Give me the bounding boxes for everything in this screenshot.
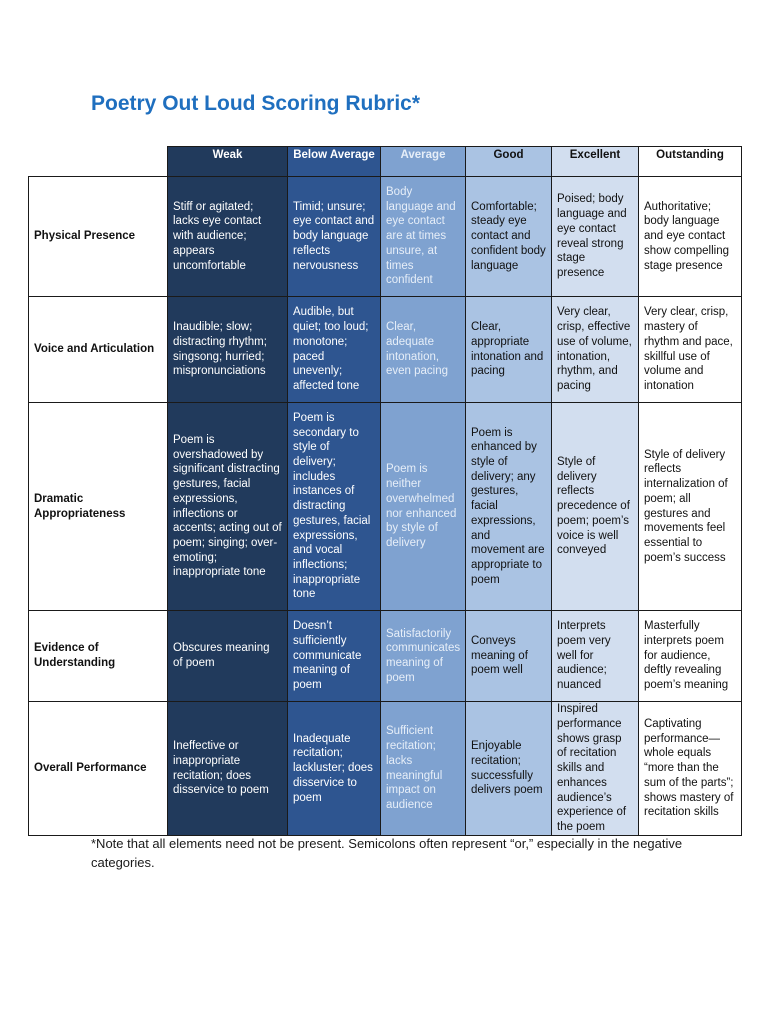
cell-outstanding: Style of delivery reflects internalization of poem; all gestures and movements feel essential to poem’s success [639, 403, 742, 611]
cell-outstanding: Authoritative; body language and eye contact show compelling stage presence [639, 177, 742, 297]
criterion-evidence-of-understanding: Evidence of Understanding [29, 611, 168, 702]
cell-good: Poem is enhanced by style of delivery; any gestures, facial expressions, and movement are appropriate to poem [466, 403, 552, 611]
cell-excellent: Very clear, crisp, effective use of volume, intonation, rhythm, and pacing [552, 297, 639, 403]
cell-average: Body language and eye contact are at times unsure, at times confident [381, 177, 466, 297]
header-average: Average [381, 147, 466, 177]
cell-excellent: Style of delivery reflects precedence of poem; poem’s voice is well conveyed [552, 403, 639, 611]
header-blank [29, 147, 168, 177]
cell-weak: Ineffective or inappropriate recitation; does disservice to poem [168, 702, 288, 836]
cell-weak: Stiff or agitated; lacks eye contact with audience; appears uncomfortable [168, 177, 288, 297]
table-row [29, 611, 742, 702]
cell-average: Satisfactorily communicates meaning of poem [381, 611, 466, 702]
table-row [29, 702, 742, 836]
cell-good: Enjoyable recitation; successfully delivers poem [466, 702, 552, 836]
cell-excellent: Poised; body language and eye contact reveal strong stage presence [552, 177, 639, 297]
cell-below-average: Poem is secondary to style of delivery; includes instances of distracting gestures, facial expressions, and vocal inflections; inappropriate tone [288, 403, 381, 611]
scoring-rubric-table [28, 146, 742, 836]
cell-good: Comfortable; steady eye contact and confident body language [466, 177, 552, 297]
criterion-dramatic-appropriateness: Dramatic Appropriateness [29, 403, 168, 611]
cell-average: Poem is neither overwhelmed nor enhanced by style of delivery [381, 403, 466, 611]
cell-good: Clear, appropriate intonation and pacing [466, 297, 552, 403]
header-outstanding: Outstanding [639, 147, 742, 177]
cell-below-average: Audible, but quiet; too loud; monotone; paced unevenly; affected tone [288, 297, 381, 403]
cell-good: Conveys meaning of poem well [466, 611, 552, 702]
header-good: Good [466, 147, 552, 177]
table-row [29, 297, 742, 403]
criterion-voice-and-articulation: Voice and Articulation [29, 297, 168, 403]
cell-below-average: Timid; unsure; eye contact and body language reflects nervousness [288, 177, 381, 297]
table-row [29, 177, 742, 297]
cell-outstanding: Captivating performance—whole equals “more than the sum of the parts”; shows mastery of recitation skills [639, 702, 742, 836]
cell-outstanding: Very clear, crisp, mastery of rhythm and pace, skillful use of volume and intonation [639, 297, 742, 403]
cell-average: Sufficient recitation; lacks meaningful impact on audience [381, 702, 466, 836]
cell-weak: Inaudible; slow; distracting rhythm; singsong; hurried; mispronunciations [168, 297, 288, 403]
header-weak: Weak [168, 147, 288, 177]
cell-excellent: Interprets poem very well for audience; nuanced [552, 611, 639, 702]
cell-below-average: Doesn’t sufficiently communicate meaning of poem [288, 611, 381, 702]
table-row [29, 403, 742, 611]
header-row [29, 147, 742, 177]
page-title: Poetry Out Loud Scoring Rubric* [91, 92, 421, 115]
footnote: *Note that all elements need not be present. Semicolons often represent “or,” especially in the negative categories. [91, 836, 683, 870]
cell-excellent: Inspired performance shows grasp of recitation skills and enhances audience’s experience of the poem [552, 702, 639, 836]
header-excellent: Excellent [552, 147, 639, 177]
header-below-average: Below Average [288, 147, 381, 177]
cell-weak: Obscures meaning of poem [168, 611, 288, 702]
cell-below-average: Inadequate recitation; lackluster; does disservice to poem [288, 702, 381, 836]
cell-weak: Poem is overshadowed by significant distracting gestures, facial expressions, inflections or accents; acting out of poem; singing; over-emoting; inappropriate tone [168, 403, 288, 611]
cell-average: Clear, adequate intonation, even pacing [381, 297, 466, 403]
criterion-overall-performance: Overall Performance [29, 702, 168, 836]
criterion-physical-presence: Physical Presence [29, 177, 168, 297]
cell-outstanding: Masterfully interprets poem for audience, deftly revealing poem’s meaning [639, 611, 742, 702]
